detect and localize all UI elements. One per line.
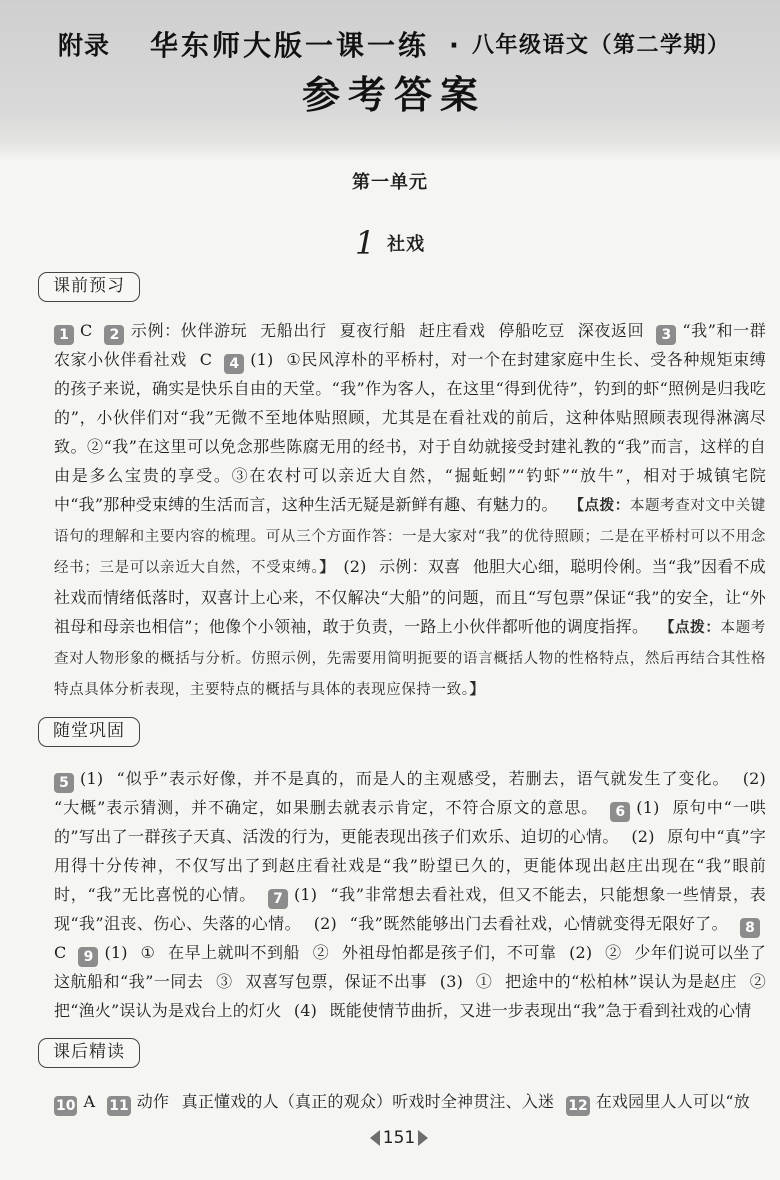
question-number-badge: 8: [740, 918, 760, 938]
question-number-badge: 2: [104, 325, 124, 345]
lesson-number: 1: [354, 224, 376, 262]
answers-paragraph: [54, 316, 766, 705]
tip-text: 本题考查对人物形象的概括与分析。仿照示例，先需要用简明扼要的语言概括人物的性格特点，然后再结合其性格特点具体分析表现，主要特点的概括与具体的表现应保持一致。: [54, 620, 766, 698]
question-number-badge: 10: [56, 1098, 76, 1114]
question-number-badge: 9: [78, 947, 98, 967]
answers-paragraph: [54, 1087, 766, 1116]
unit-heading: 第一单元: [352, 172, 428, 193]
tip-close: 】: [319, 559, 335, 576]
question-number-badge: 5: [54, 773, 74, 793]
answers-paragraph: [54, 764, 766, 1025]
question-number-badge: 7: [268, 889, 288, 909]
header-separator: ·: [449, 31, 459, 61]
appendix-label: 附录: [58, 31, 111, 60]
tip-label: 【点拨：: [667, 619, 721, 636]
lesson-heading: [0, 224, 780, 262]
section-label-row: [0, 717, 780, 747]
section-label: 课前预习: [38, 272, 140, 302]
answer-text: 在戏园里人人可以“放: [595, 1092, 750, 1111]
page-number: [0, 1124, 780, 1152]
question-number-badge: 11: [109, 1098, 129, 1114]
answer-text: (1) “我”非常想去看社戏，但又不能去，只能想象一些情景，表现“我”沮丧、伤心、失落的心情。 (2) “我”既然能够出门去看社戏，心情就变得无限好了。: [54, 885, 766, 933]
answer-text: (1) ① 在早上就叫不到船 ② 外祖母怕都是孩子们，不可靠 (2) ② 少年们说可以坐了这航船和“我”一同去 ③ 双喜写包票，保证不出事 (3) ① 把途中的“松柏林”误认为是赵庄 ② 把“渔火”误认为是戏台上的灯火 (4) 既能使情节曲折，又进一步表现出“我”急于看到社戏的心情: [54, 943, 766, 1020]
answer-text: (2) 示例：双喜 他胆大心细，聪明伶俐。当“我”因看不成社戏而情绪低落时，双喜计上心来，不仅解决“大船”的问题，而且“写包票”保证“我”的安全，让“外祖母和母亲也相信”；他像个小领袖，敢于负责，一路上小伙伴都听他的调度指挥。: [54, 557, 766, 636]
answer-text: “我”和一群农家小伙伴看社戏 C: [54, 321, 766, 369]
answer-text: (1) “似乎”表示好像，并不是真的，而是人的主观感受，若删去，语气就发生了变化。 (2) “大概”表示猜测，并不确定，如果删去就表示肯定，不符合原文的意思。: [54, 769, 766, 817]
question-number-badge: 6: [610, 802, 630, 822]
section-preview: [0, 272, 780, 705]
question-number-badge: 12: [568, 1098, 588, 1114]
grade-subject: 八年级语文（第二学期）: [472, 33, 731, 58]
answer-text: A: [83, 1092, 96, 1111]
tip-label: 【点拨：: [576, 497, 630, 514]
answer-text: (1) ①民风淳朴的平桥村，对一个在封建家庭中生长、受各种规矩束缚的孩子来说，确实是快乐自由的天堂。“我”作为客人，在这里“得到优待”，钓到的虾“照例是归我吃的”，小伙伴们对“我”无微不至地体贴照顾，尤其是在看社戏的前后，这种体贴照顾表现得淋漓尽致。②“我”在这里可以免念那些陈腐无用的经书，对于自幼就接受封建礼教的“我”而言，这样的自由是多么宝贵的享受。③在农村可以亲近大自然，“掘蚯蚓”“钓虾”“放牛”，相对于城镇宅院中“我”那种受束缚的生活而言，这种生活无疑是新鲜有趣、有魅力的。: [54, 350, 766, 514]
question-number-badge: 4: [224, 354, 244, 374]
answer-text: C: [54, 943, 67, 962]
section-label-row: [0, 1038, 780, 1068]
answer-text: 动作 真正懂戏的人（真正的观众）听戏时全神贯注、入迷: [136, 1092, 555, 1111]
section-in-class: [0, 717, 780, 1025]
running-header: [0, 26, 780, 66]
lesson-name: 社戏: [387, 234, 426, 255]
answer-text: (1) 原句中“一哄的”写出了一群孩子天真、活泼的行为，更能表现出孩子们欢乐、迫切的心情。 (2) 原句中“真”字用得十分传神，不仅写出了到赵庄看社戏是“我”盼望已久的，更能体现出赵庄出现在“我”眼前时，“我”无比喜悦的心情。: [54, 798, 766, 904]
page-number-text: 151: [382, 1128, 416, 1148]
question-number-badge: 3: [656, 325, 676, 345]
section-label-row: [0, 272, 780, 302]
page-arrow-right-icon: [418, 1130, 428, 1146]
page-arrow-left-icon: [370, 1130, 380, 1146]
section-after-class: [0, 1038, 780, 1116]
question-number-badge: 1: [54, 325, 74, 345]
answer-content: [0, 272, 780, 1116]
answer-text: C: [80, 321, 93, 340]
answer-text: 示例：伙伴游玩 无船出行 夏夜行船 赶庄看戏 停船吃豆 深夜返回: [130, 321, 645, 340]
tip-close: 】: [469, 681, 485, 698]
section-label: 课后精读: [38, 1038, 140, 1068]
tip-text: 本题考查对文中关键语句的理解和主要内容的梳理。可从三个方面作答：一是大家对“我”的优待照顾；二是在平桥村可以不用念经书；三是可以亲近大自然，不受束缚。: [54, 498, 767, 576]
page-title: 参考答案: [301, 73, 486, 117]
section-label: 随堂巩固: [38, 717, 140, 747]
book-series-title: 华东师大版一课一练: [150, 29, 430, 62]
